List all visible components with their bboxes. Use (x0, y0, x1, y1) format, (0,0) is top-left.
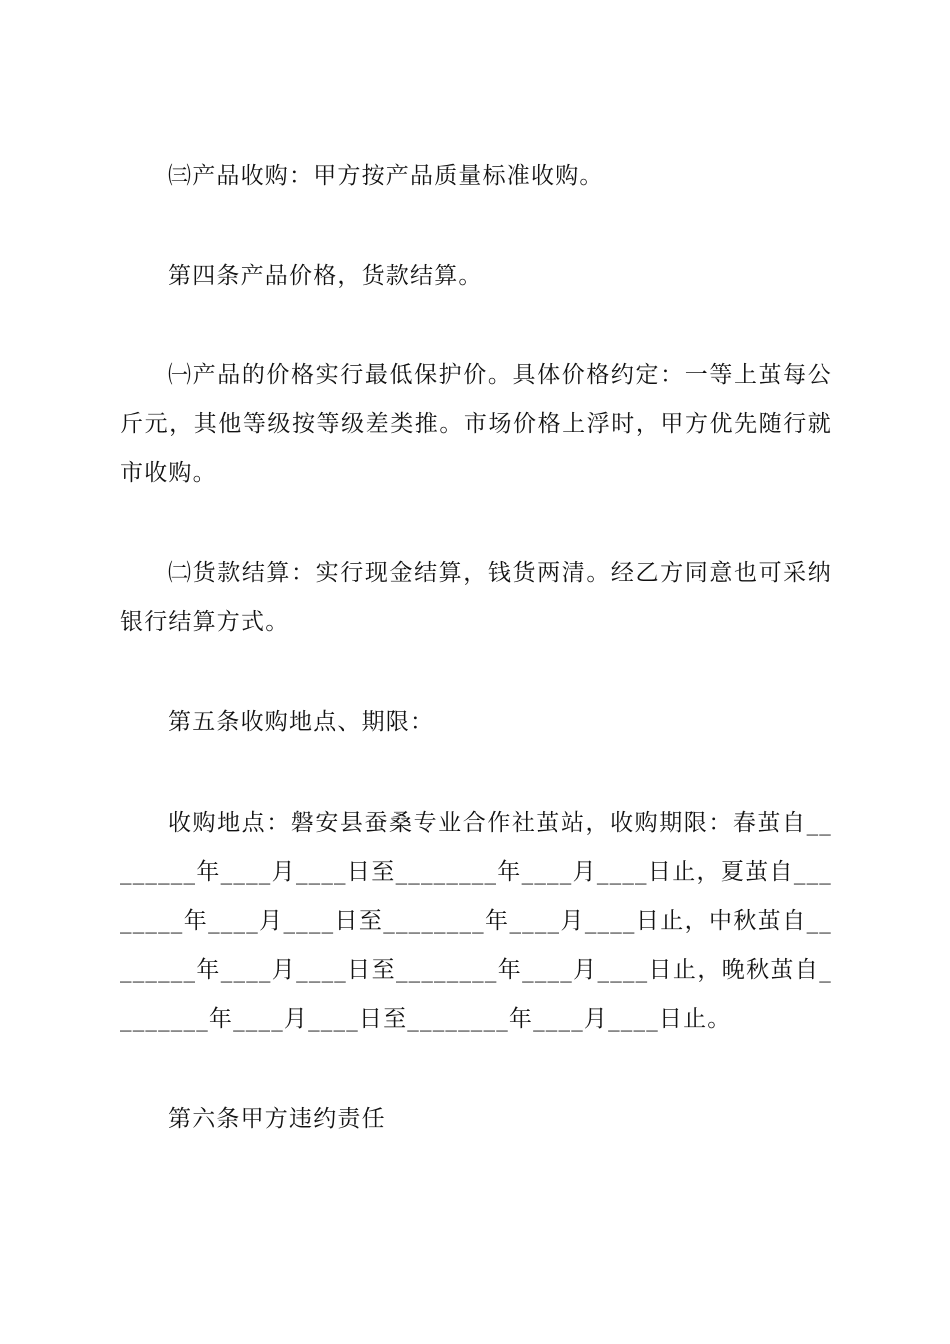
heading-article-5: 第五条收购地点、期限： (168, 709, 435, 735)
heading-article-6: 第六条甲方违约责任 (168, 1106, 386, 1132)
paragraph-location-period: 收购地点：磐安县蚕桑专业合作社茧站，收购期限：春茧自________年____月____日至________年____月____日止，夏茧自________年____月____日至________年____月____日止，中秋茧自________年____月____日至________年____月____日止，晚秋茧自________年____月____日至________年____月____日止。 (120, 810, 832, 1032)
heading-article-4: 第四条产品价格，货款结算。 (168, 263, 483, 289)
paragraph-price: ㈠产品的价格实行最低保护价。具体价格约定：一等上茧每公斤元，其他等级按等级差类推。市场价格上浮时，甲方优先随行就市收购。 (120, 362, 832, 486)
paragraph-payment: ㈡货款结算：实行现金结算，钱货两清。经乙方同意也可采纳银行结算方式。 (120, 560, 832, 635)
paragraph-product-purchase: ㈢产品收购：甲方按产品质量标准收购。 (168, 163, 604, 189)
